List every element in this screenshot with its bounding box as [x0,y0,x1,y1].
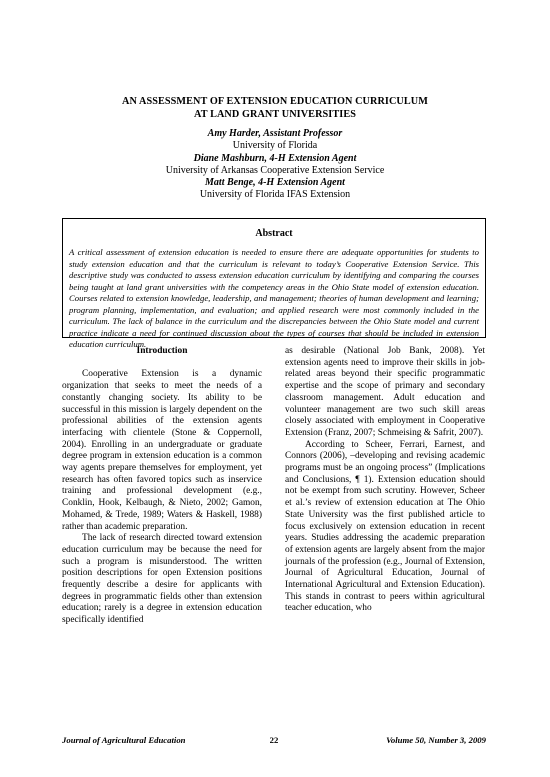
page-footer [62,735,486,747]
paper-title [60,95,490,121]
body-paragraph: Cooperative Extension is a dynamic organization that seeks to meet the needs of a constantly changing society. Its ability to be successful in this mission is largely dependent on the professional abilities of the extension agents interfacing with clientele (Stone & Coppernoll, 2004). Enrolling in an undergraduate or graduate degree program in extension education is a common way agents prepare themselves for employment, yet research has often favored topics such as inservice training and professional development (e.g., Conklin, Hook, Kelbaugh, & Nieto, 2002; Gamon, Mohamed, & Trede, 1989; Waters & Haskell, 1988) rather than academic preparation. [62,369,262,532]
author-name: Amy Harder, Assistant Professor [207,128,343,139]
title-line-1: AN ASSESSMENT OF EXTENSION EDUCATION CURRICULUM [122,96,428,107]
body-paragraph: The lack of research directed toward extension education curriculum may be because the need for such a program is misunderstood. The written position descriptions for open Extension positions frequently describe a desire for applicants with degrees in programmatic fields other than extension education; rarely is a degree in extension education specifically identified [62,533,262,626]
body-paragraph: as desirable (National Job Bank, 2008). Yet extension agents need to improve their skills in job-related areas beyond their specific programmatic expertise and the scope of primary and secondary classroom management. Adult education and volunteer management are two such skill areas closely associated with employment in Cooperative Extension (Franz, 2007; Schmeising & Safrit, 2007). [285,346,485,438]
left-column [62,346,262,627]
author-name: Diane Mashburn, 4-H Extension Agent [193,152,357,164]
footer-volume: Volume 50, Number 3, 2009 [386,735,486,745]
title-line-2: AT LAND GRANT UNIVERSITIES [194,109,356,120]
author-affiliation: University of Florida [232,140,318,152]
abstract-heading: Abstract [255,228,293,239]
section-heading: Introduction [136,346,188,356]
abstract-box [62,218,486,350]
footer-journal: Journal of Agricultural Education [62,735,186,745]
author-block [60,128,490,202]
right-column [285,346,485,615]
footer-page-number: 22 [269,735,279,745]
author-affiliation: University of Florida IFAS Extension [199,189,351,201]
body-paragraph: According to Scheer, Ferrari, Earnest, and Connors (2006), –developing and revising academic programs must be an ongoing process” (Implications and Conclusions, ¶ 1). Extension education should not be exempt from such scrutiny. However, Scheer et al.’s review of extension education at The Ohio State University was the first published article to focus exclusively on extension education in recent years. Studies addressing the academic preparation of extension agents are largely absent from the major journals of the profession (e.g., Journal of Extension, Journal of Agricultural Education, Journal of International Agricultural and Extension Education). This stands in contrast to peers within agricultural teacher education, who [285,439,485,614]
abstract-text: A critical assessment of extension education is needed to ensure there are adequate opportunities for students to study extension education and that the curriculum is relevant to today’s Cooperative Extension Service. This descriptive study was conducted to assess extension education curriculum by identifying and comparing the courses being taught at land grant universities with the competency areas in the Ohio State model of extension education. Courses related to extension knowledge, leadership, and management; theories of human development and learning; program planning, implementation, and evaluation; and applied research were most commonly included in the curriculum. The lack of balance in the curriculum and the discrepancies between the Ohio State model and current practice indicate a need for continued discussion about the types of courses that should be included in extension education curriculum. [69,247,479,350]
author-name: Matt Benge, 4-H Extension Agent [205,177,345,189]
author-affiliation: University of Arkansas Cooperative Extension Service [165,164,385,176]
